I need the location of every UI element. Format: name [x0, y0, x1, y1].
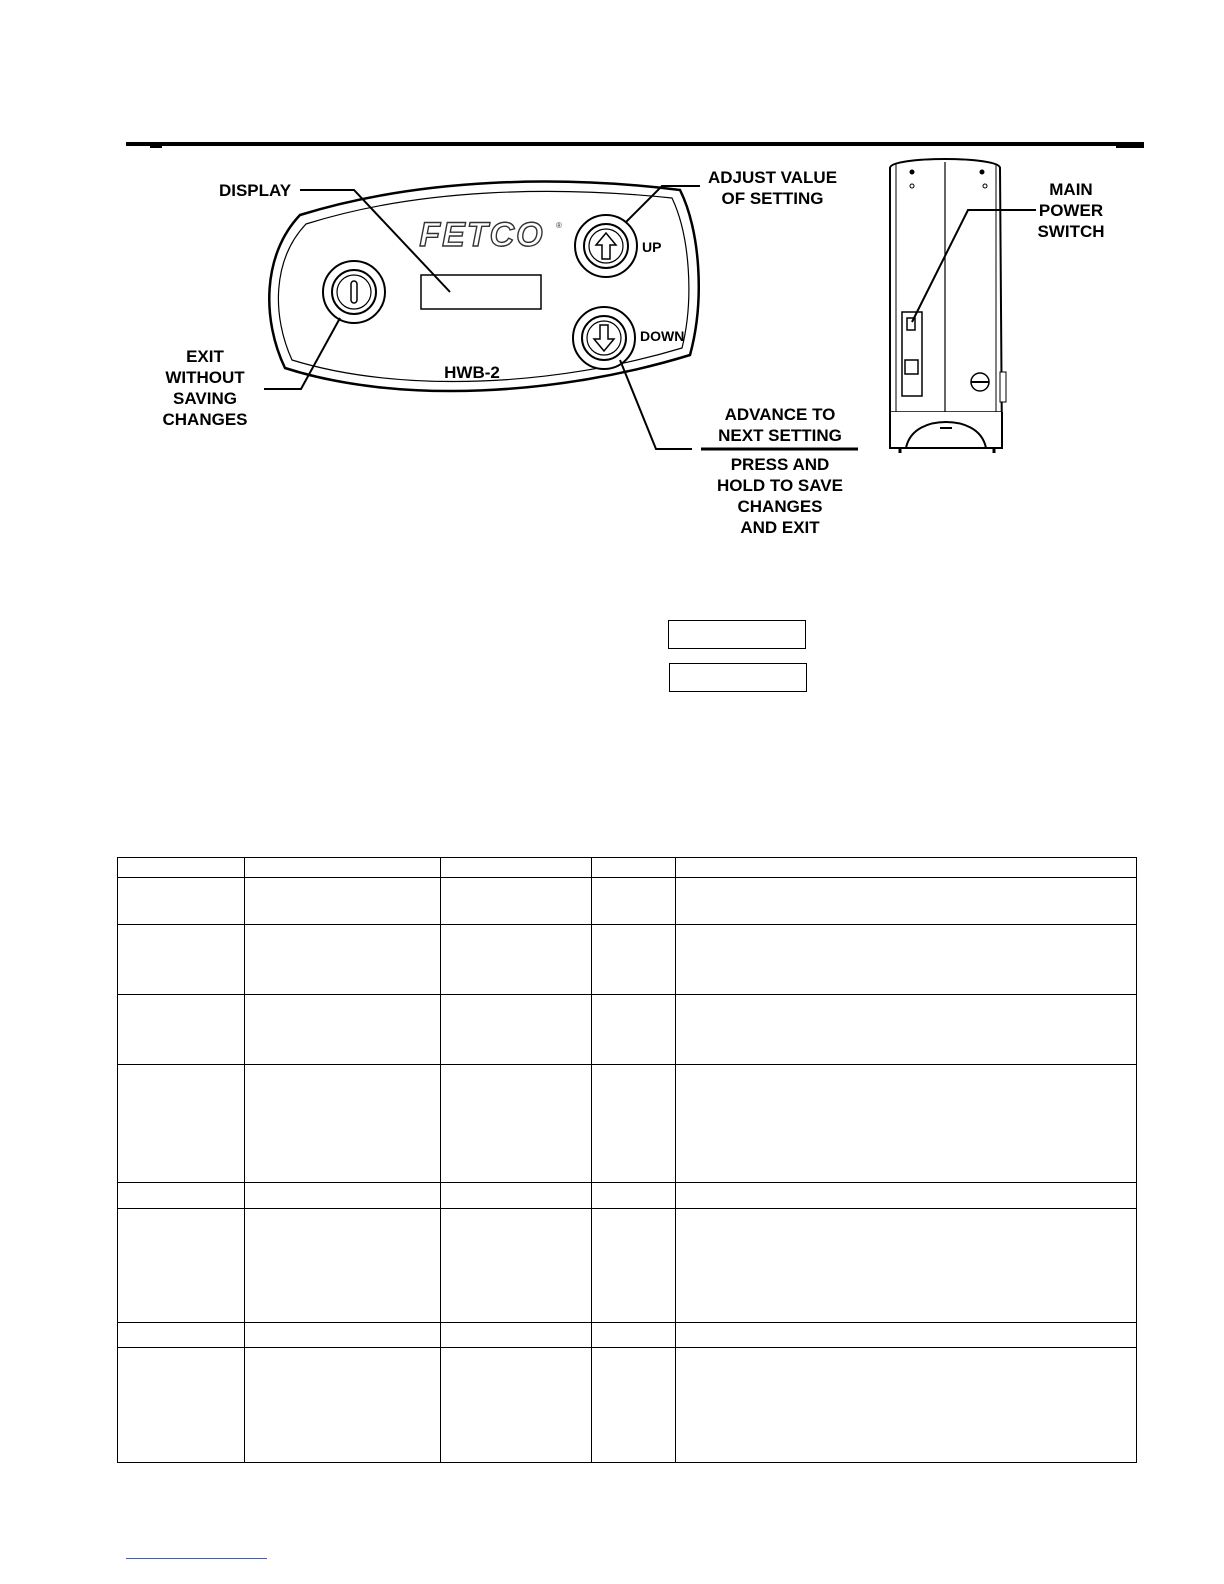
down-button — [573, 307, 635, 369]
table-cell — [118, 925, 245, 995]
table-cell — [676, 1183, 1137, 1209]
table-cell — [118, 878, 245, 925]
exit-label: EXIT WITHOUT SAVING CHANGES — [162, 347, 248, 429]
table-cell — [245, 1209, 441, 1323]
table-cell — [245, 995, 441, 1065]
table-row — [118, 1323, 1137, 1348]
table-cell — [245, 1183, 441, 1209]
exit-button — [323, 261, 385, 323]
table-row — [118, 1209, 1137, 1323]
table-cell — [118, 1209, 245, 1323]
table-row — [118, 878, 1137, 925]
table-cell — [592, 1348, 676, 1463]
table-cell — [118, 995, 245, 1065]
table-cell — [118, 858, 245, 878]
table-cell — [118, 1348, 245, 1463]
control-panel-diagram — [0, 0, 1224, 560]
table-row — [118, 1183, 1137, 1209]
table-row — [118, 925, 1137, 995]
table-cell — [441, 1209, 592, 1323]
table-cell — [592, 1323, 676, 1348]
table-cell — [592, 858, 676, 878]
table-cell — [592, 1065, 676, 1183]
table-row — [118, 1348, 1137, 1463]
table-cell — [245, 878, 441, 925]
display-label: DISPLAY — [218, 181, 292, 200]
table-cell — [676, 1323, 1137, 1348]
table-cell — [245, 858, 441, 878]
table-cell — [441, 878, 592, 925]
footer-link-underline — [126, 1558, 267, 1559]
table-cell — [592, 925, 676, 995]
table-cell — [676, 995, 1137, 1065]
table-cell — [592, 1183, 676, 1209]
table-cell — [441, 1348, 592, 1463]
advance-label: ADVANCE TO NEXT SETTING — [718, 405, 842, 445]
table-cell — [118, 1183, 245, 1209]
up-label: UP — [642, 239, 662, 255]
table-cell — [245, 1348, 441, 1463]
brewer-side-view — [890, 159, 1006, 453]
table-cell — [676, 1348, 1137, 1463]
display-box-2 — [669, 663, 807, 692]
table-cell — [245, 925, 441, 995]
table-cell — [592, 995, 676, 1065]
table-row — [118, 858, 1137, 878]
table-cell — [441, 1323, 592, 1348]
model-name: HWB-2 — [444, 363, 500, 382]
display-box-1 — [668, 620, 806, 649]
main-power-label: MAIN POWER SWITCH — [1037, 180, 1105, 241]
table-cell — [245, 1323, 441, 1348]
table-cell — [676, 925, 1137, 995]
table-cell — [441, 1183, 592, 1209]
table-cell — [676, 878, 1137, 925]
table-cell — [441, 858, 592, 878]
table-row — [118, 995, 1137, 1065]
svg-text:®: ® — [556, 221, 562, 230]
table-row — [118, 1065, 1137, 1183]
table-cell — [118, 1065, 245, 1183]
settings-table — [117, 857, 1137, 1463]
down-label: DOWN — [640, 328, 685, 344]
table-cell — [676, 1065, 1137, 1183]
up-button — [575, 215, 637, 277]
fetco-logo: FETCO — [419, 216, 545, 254]
table-cell — [245, 1065, 441, 1183]
table-cell — [592, 1209, 676, 1323]
table-cell — [441, 995, 592, 1065]
press-hold-label: PRESS AND HOLD TO SAVE CHANGES AND EXIT — [717, 455, 843, 537]
table-cell — [592, 878, 676, 925]
table-cell — [118, 1323, 245, 1348]
table-cell — [441, 925, 592, 995]
adjust-value-label: ADJUST VALUE OF SETTING — [707, 168, 838, 208]
table-cell — [676, 1209, 1137, 1323]
table-cell — [441, 1065, 592, 1183]
table-cell — [676, 858, 1137, 878]
